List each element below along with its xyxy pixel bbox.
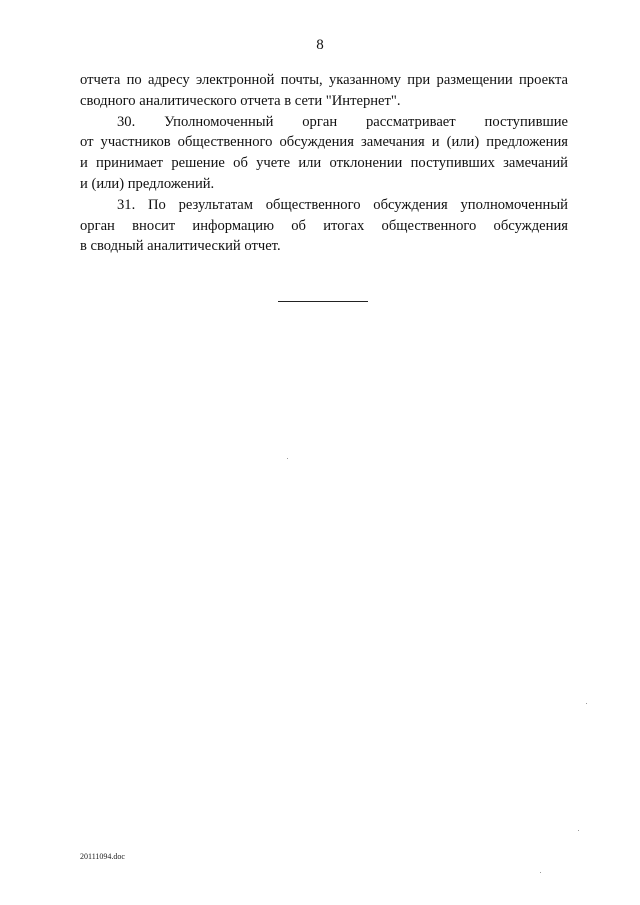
- text-line: сводного аналитического отчета в сети "Интернет".: [80, 92, 401, 109]
- text-line: 30. Уполномоченный орган рассматривает поступившие: [117, 113, 568, 130]
- text-line: отчета по адресу электронной почты, указанному при размещении проекта: [80, 72, 568, 88]
- scan-speck: [586, 703, 587, 704]
- text-line: от участников общественного обсуждения замечания и (или) предложения: [80, 134, 568, 151]
- text-line: и (или) предложений.: [80, 175, 215, 192]
- scan-speck: [540, 872, 541, 873]
- section-separator-line: [278, 301, 368, 302]
- footer-filename: 20111094.doc: [80, 852, 125, 861]
- text-line: 31. По результатам общественного обсуждения уполномоченный: [117, 196, 568, 213]
- page-number: 8: [316, 37, 324, 53]
- text-line: в сводный аналитический отчет.: [80, 238, 281, 255]
- text-line: и принимает решение об учете или отклонении поступивших замечаний: [80, 155, 568, 172]
- scan-speck: [578, 830, 579, 831]
- text-line: орган вносит информацию об итогах общественного обсуждения: [80, 217, 568, 234]
- document-body: [80, 70, 568, 257]
- scan-speck: [287, 458, 288, 459]
